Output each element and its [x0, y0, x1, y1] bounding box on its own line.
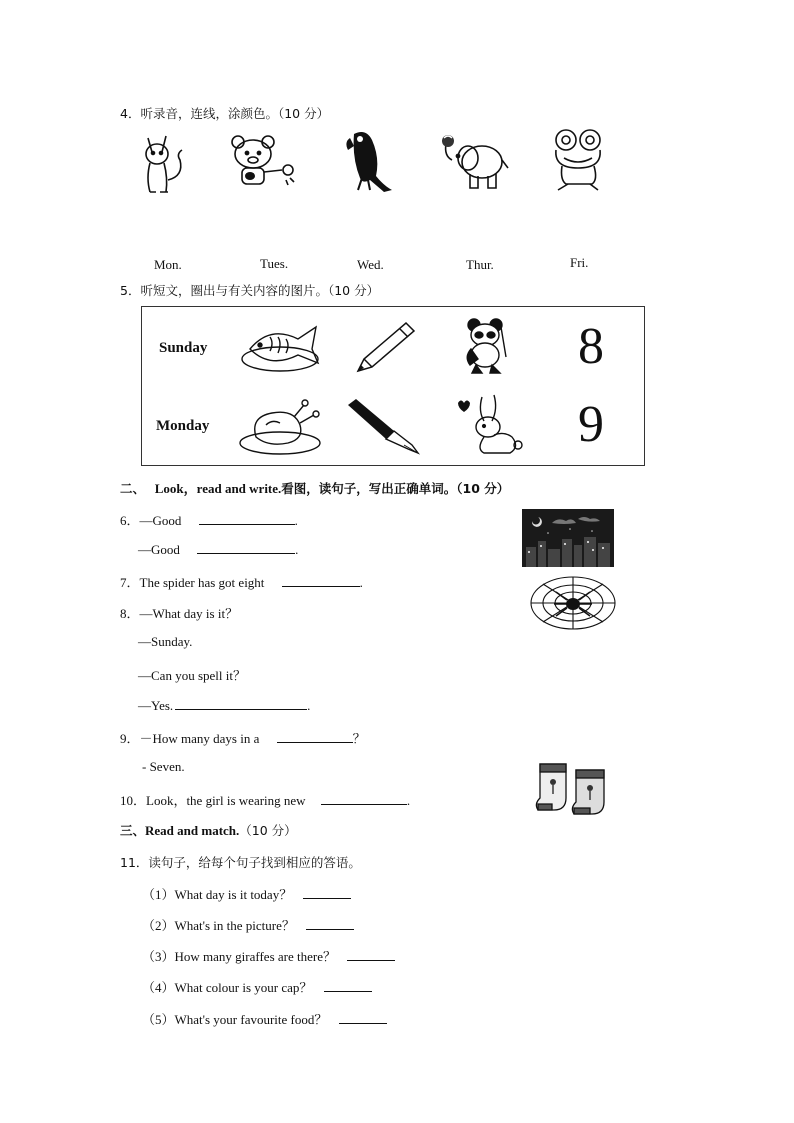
section3-en: Read and match. — [145, 823, 240, 838]
number-9: 9 — [578, 396, 604, 453]
day-mon: Mon. — [154, 257, 182, 272]
rabbit-icon — [454, 391, 524, 457]
q11-item-1-text: （1）What day is it today？ — [142, 887, 293, 902]
q8-yes: —Yes. — [138, 698, 174, 713]
q11-item-2 — [142, 915, 354, 934]
roast-chicken-icon — [238, 395, 322, 457]
section2-en: Look，read and write. — [154, 481, 282, 496]
q8-line2: —Sunday. — [138, 634, 193, 649]
pen-icon — [342, 395, 426, 457]
row-label-monday: Monday — [156, 418, 210, 434]
q6-line2 — [138, 541, 298, 558]
q6-blank2[interactable] — [197, 541, 295, 554]
q11-blank-3[interactable] — [347, 948, 395, 961]
spider-web-picture — [528, 574, 618, 632]
q8-line1: 8．—What day is it？ — [120, 606, 239, 621]
q11-item-5-text: （5）What's your favourite food？ — [142, 1012, 328, 1027]
q6-blank1[interactable] — [199, 512, 295, 525]
q9-blank[interactable] — [277, 730, 353, 743]
q11-blank-5[interactable] — [339, 1011, 387, 1024]
cat-icon — [138, 130, 190, 196]
section3-num: 三、 — [120, 823, 146, 838]
q9-qmark: ？ — [352, 731, 366, 746]
day-tues: Tues. — [260, 256, 289, 271]
q8-blank[interactable] — [175, 697, 307, 710]
q11-item-3 — [142, 946, 395, 965]
number-8: 8 — [578, 318, 604, 375]
socks-picture — [532, 758, 626, 818]
q7-blank[interactable] — [282, 574, 360, 587]
q11-title: 11．读句子，给每个句子找到相应的答语。 — [120, 855, 361, 870]
q10-line — [120, 790, 410, 809]
q7-text: 7．The spider has got eight — [120, 575, 265, 590]
pencil-icon — [350, 319, 420, 377]
q8-end: . — [307, 698, 311, 713]
bear-icon — [228, 134, 308, 190]
q10-end: . — [406, 793, 411, 808]
q8-line3: —Can you spell it？ — [138, 668, 246, 683]
section2-num: 二、 — [120, 481, 146, 496]
day-thur: Thur. — [466, 257, 494, 272]
q11-blank-2[interactable] — [306, 917, 354, 930]
q11-item-4-text: （4）What colour is your cap？ — [142, 980, 313, 995]
elephant-icon — [436, 134, 512, 194]
q6-end: . — [294, 513, 298, 528]
q5-title: 5．听短文，圈出与有关内容的图片。（10 分） — [120, 283, 380, 298]
row-label-sunday: Sunday — [159, 340, 208, 356]
q8-line4 — [138, 697, 310, 714]
section3-cn: （10 分） — [239, 823, 297, 838]
q10-text: 10．Look，the girl is wearing new — [120, 793, 306, 808]
q9-text: 9．－How many days in a — [120, 731, 260, 746]
q11-blank-4[interactable] — [324, 979, 372, 992]
q6-text2: —Good — [138, 542, 180, 557]
frog-icon — [552, 128, 606, 194]
section2-cn: 看图，读句子，写出正确单词。（10 分） — [281, 481, 510, 496]
q5-picture-box — [141, 306, 645, 466]
q11-item-5 — [142, 1009, 387, 1028]
q11-item-4 — [142, 977, 372, 996]
parrot-icon — [340, 128, 400, 196]
day-fri: Fri. — [570, 255, 589, 270]
fish-icon — [240, 319, 322, 375]
q6-line1 — [120, 510, 298, 529]
q4-title: 4．听录音，连线，涂颜色。（10 分） — [120, 106, 330, 121]
section2-heading — [120, 478, 509, 497]
q11-blank-1[interactable] — [303, 886, 351, 899]
q7-end: . — [359, 575, 363, 590]
panda-icon — [460, 317, 512, 375]
q9-line1 — [120, 728, 366, 747]
q11-item-1 — [142, 884, 351, 903]
q7-line — [120, 572, 363, 591]
q6-text1: —Good — [139, 513, 182, 528]
q6-num: 6． — [120, 513, 140, 528]
q11-item-2-text: （2）What's in the picture？ — [142, 918, 295, 933]
night-city-picture — [522, 509, 614, 567]
q11-item-3-text: （3）How many giraffes are there？ — [142, 949, 336, 964]
q10-blank[interactable] — [321, 792, 407, 805]
day-wed: Wed. — [357, 257, 384, 272]
q6-end2: . — [295, 542, 299, 557]
section3-heading — [120, 821, 297, 839]
q9-line2: - Seven. — [142, 759, 185, 774]
